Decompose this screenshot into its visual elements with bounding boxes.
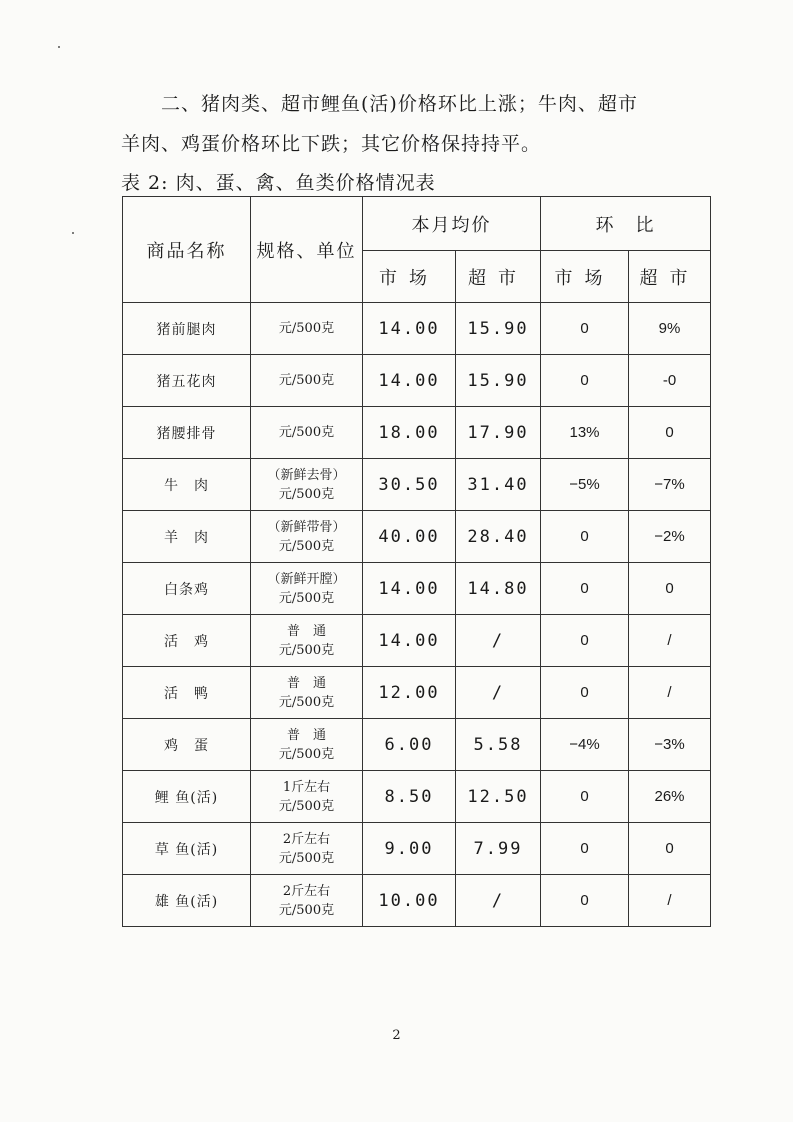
spec-line-2: 元/500克	[278, 746, 335, 762]
spec-line-1: 普 通	[286, 623, 326, 639]
mom-supermarket-cell: −2%	[629, 511, 711, 563]
supermarket-price-cell: /	[456, 615, 541, 667]
mom-market-cell: 0	[541, 563, 629, 615]
price-table	[122, 196, 711, 927]
item-name-cell: 鲤 鱼(活)	[123, 771, 251, 823]
header-row-1	[123, 197, 711, 251]
supermarket-price-cell: 5.58	[456, 719, 541, 771]
market-price-cell: 30.50	[363, 459, 456, 511]
spec-line-2: 元/500克	[278, 850, 335, 866]
supermarket-price-cell: 15.90	[456, 355, 541, 407]
page-number: 2	[392, 1028, 401, 1043]
table-row	[123, 355, 711, 407]
spec-line-1: 普 通	[286, 675, 326, 691]
supermarket-price-cell: 17.90	[456, 407, 541, 459]
mom-market-cell: 0	[541, 511, 629, 563]
table-row	[123, 771, 711, 823]
item-name-cell: 鸡 蛋	[123, 719, 251, 771]
spec-cell	[251, 563, 363, 615]
table-row	[123, 823, 711, 875]
spec-cell	[251, 667, 363, 719]
spec-line-1: 2斤左右	[282, 883, 331, 899]
market-price-cell: 12.00	[363, 667, 456, 719]
item-name-cell: 猪腰排骨	[123, 407, 251, 459]
mom-supermarket-cell: /	[629, 615, 711, 667]
summary-paragraph	[121, 84, 701, 164]
market-price-cell: 8.50	[363, 771, 456, 823]
scan-speck	[58, 46, 60, 48]
spec-line-2: 元/500克	[278, 798, 335, 814]
supermarket-price-cell: 7.99	[456, 823, 541, 875]
mom-market-cell: 0	[541, 771, 629, 823]
supermarket-price-cell: 15.90	[456, 303, 541, 355]
mom-supermarket-cell: /	[629, 875, 711, 927]
scan-speck	[72, 232, 74, 234]
mom-supermarket-cell: 0	[629, 823, 711, 875]
table-row	[123, 407, 711, 459]
mom-supermarket-cell: -0	[629, 355, 711, 407]
table-row	[123, 615, 711, 667]
supermarket-price-cell: 28.40	[456, 511, 541, 563]
mom-market-cell: 0	[541, 303, 629, 355]
header-market: 市场	[363, 251, 456, 303]
paragraph-line-1: 二、猪肉类、超市鲤鱼(活)价格环比上涨；牛肉、超市	[161, 93, 638, 115]
spec-line-1: （新鲜开膛）	[267, 571, 346, 587]
mom-market-cell: −5%	[541, 459, 629, 511]
mom-market-cell: 0	[541, 823, 629, 875]
header-mom-market: 市场	[541, 251, 629, 303]
market-price-cell: 9.00	[363, 823, 456, 875]
supermarket-price-cell: 14.80	[456, 563, 541, 615]
table-row	[123, 511, 711, 563]
spec-cell	[251, 459, 363, 511]
table-row	[123, 719, 711, 771]
spec-line-2: 元/500克	[278, 694, 335, 710]
mom-market-cell: 13%	[541, 407, 629, 459]
spec-line-1: 元/500克	[278, 373, 335, 388]
spec-line-2: 元/500克	[278, 642, 335, 658]
item-name-cell: 雄 鱼(活)	[123, 875, 251, 927]
mom-supermarket-cell: 0	[629, 407, 711, 459]
item-name-cell: 草 鱼(活)	[123, 823, 251, 875]
table-row	[123, 875, 711, 927]
table-caption: 表 2: 肉、蛋、禽、鱼类价格情况表	[121, 172, 436, 194]
spec-line-2: 元/500克	[278, 538, 335, 554]
mom-market-cell: 0	[541, 875, 629, 927]
item-name-cell: 羊 肉	[123, 511, 251, 563]
market-price-cell: 18.00	[363, 407, 456, 459]
item-name-cell: 活 鸭	[123, 667, 251, 719]
spec-cell	[251, 407, 363, 459]
spec-cell	[251, 355, 363, 407]
spec-cell	[251, 719, 363, 771]
table-body	[123, 303, 711, 927]
spec-cell	[251, 771, 363, 823]
item-name-cell: 猪前腿肉	[123, 303, 251, 355]
header-spec: 规格、单位	[251, 197, 363, 303]
table-row	[123, 563, 711, 615]
spec-line-2: 元/500克	[278, 902, 335, 918]
mom-market-cell: 0	[541, 615, 629, 667]
mom-supermarket-cell: 9%	[629, 303, 711, 355]
table-row	[123, 303, 711, 355]
paragraph-line-2: 羊肉、鸡蛋价格环比下跌；其它价格保持持平。	[121, 133, 542, 155]
spec-line-1: 普 通	[286, 727, 326, 743]
header-mom-supermarket: 超市	[629, 251, 711, 303]
spec-line-1: 1斤左右	[282, 779, 331, 795]
spec-line-1: 元/500克	[278, 321, 335, 336]
item-name-cell: 牛 肉	[123, 459, 251, 511]
market-price-cell: 14.00	[363, 303, 456, 355]
mom-supermarket-cell: −3%	[629, 719, 711, 771]
market-price-cell: 6.00	[363, 719, 456, 771]
table-row	[123, 667, 711, 719]
spec-cell	[251, 511, 363, 563]
mom-supermarket-cell: 26%	[629, 771, 711, 823]
spec-cell	[251, 875, 363, 927]
supermarket-price-cell: /	[456, 667, 541, 719]
mom-market-cell: −4%	[541, 719, 629, 771]
item-name-cell: 白条鸡	[123, 563, 251, 615]
supermarket-price-cell: 12.50	[456, 771, 541, 823]
spec-line-1: 元/500克	[278, 425, 335, 440]
header-supermarket: 超市	[456, 251, 541, 303]
header-avg-price: 本月均价	[363, 197, 541, 251]
item-name-cell: 活 鸡	[123, 615, 251, 667]
market-price-cell: 10.00	[363, 875, 456, 927]
market-price-cell: 40.00	[363, 511, 456, 563]
spec-line-2: 元/500克	[278, 486, 335, 502]
spec-line-1: 2斤左右	[282, 831, 331, 847]
mom-supermarket-cell: 0	[629, 563, 711, 615]
mom-market-cell: 0	[541, 355, 629, 407]
item-name-cell: 猪五花肉	[123, 355, 251, 407]
spec-cell	[251, 615, 363, 667]
spec-line-2: 元/500克	[278, 590, 335, 606]
spec-line-1: （新鲜带骨）	[267, 519, 346, 535]
mom-market-cell: 0	[541, 667, 629, 719]
mom-supermarket-cell: /	[629, 667, 711, 719]
market-price-cell: 14.00	[363, 615, 456, 667]
table-row	[123, 459, 711, 511]
market-price-cell: 14.00	[363, 355, 456, 407]
mom-supermarket-cell: −7%	[629, 459, 711, 511]
header-name: 商品名称	[123, 197, 251, 303]
header-mom: 环 比	[541, 197, 711, 251]
spec-cell	[251, 303, 363, 355]
market-price-cell: 14.00	[363, 563, 456, 615]
supermarket-price-cell: /	[456, 875, 541, 927]
spec-line-1: （新鲜去骨）	[267, 467, 346, 483]
supermarket-price-cell: 31.40	[456, 459, 541, 511]
spec-cell	[251, 823, 363, 875]
